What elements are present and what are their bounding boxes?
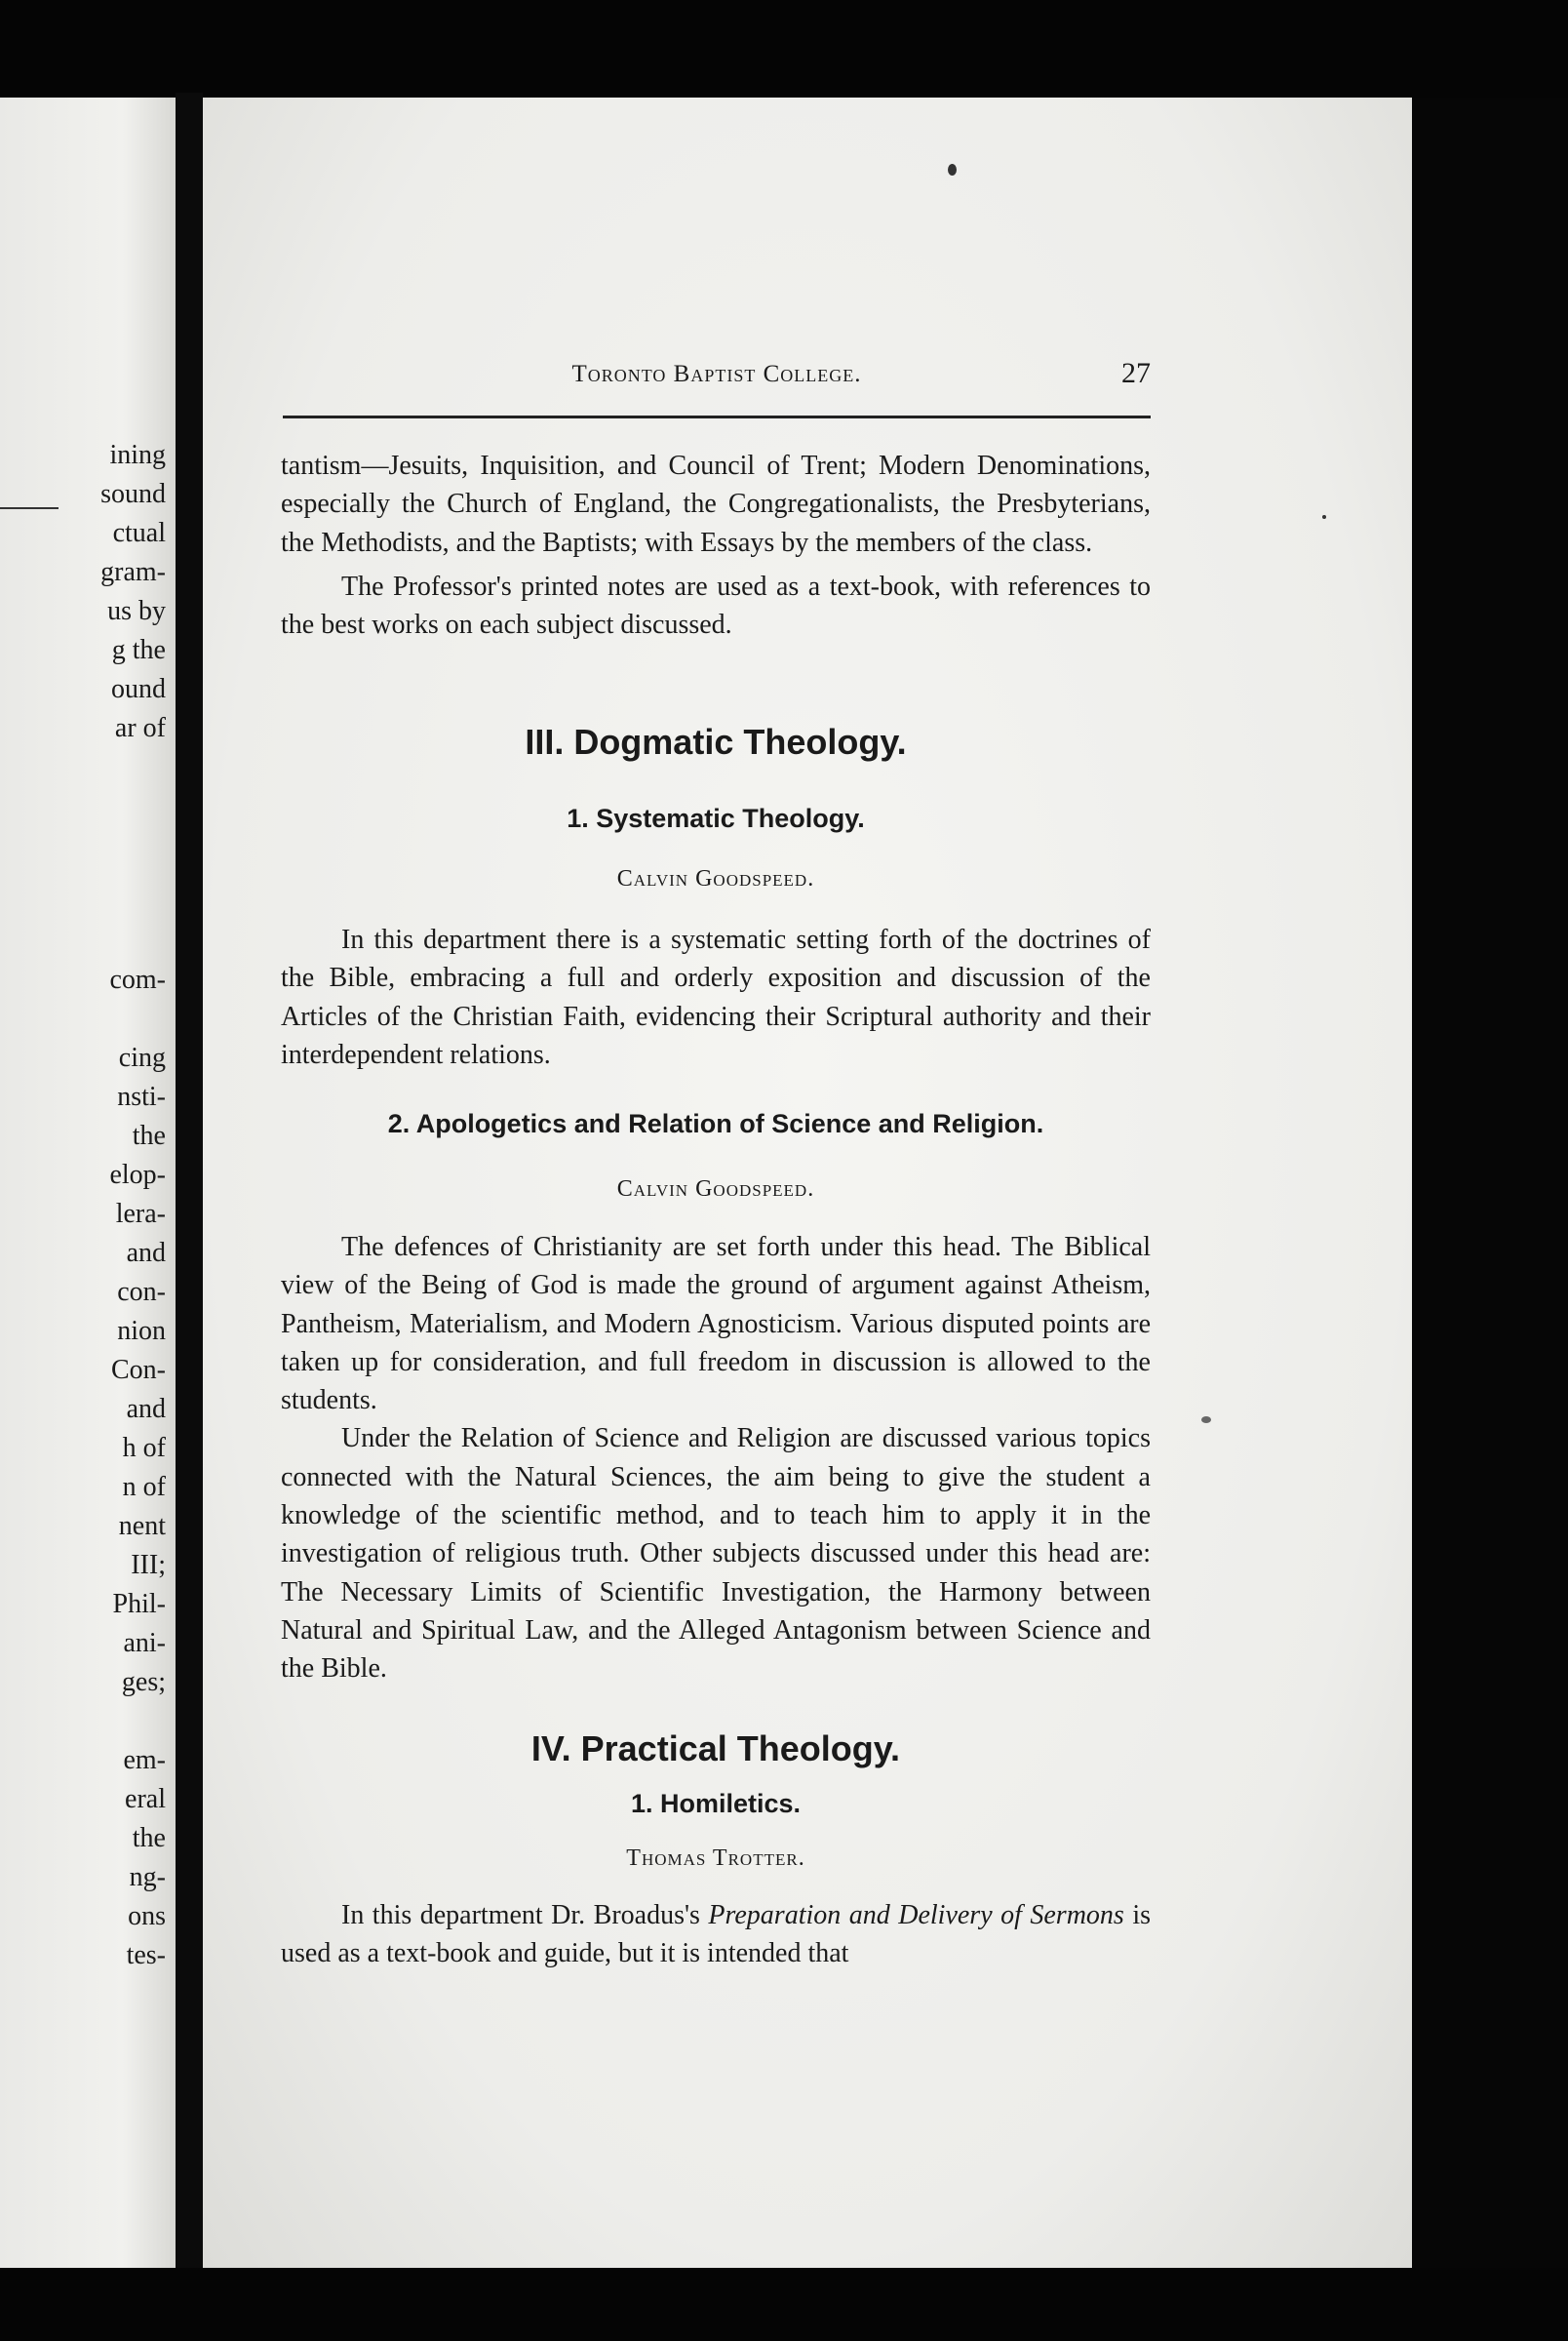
- left-fragment: and: [126, 1238, 166, 1268]
- left-fragment: ons: [128, 1901, 166, 1931]
- left-fragment: Con-: [111, 1355, 166, 1385]
- book-title: Preparation and Delivery of Sermons: [708, 1900, 1124, 1930]
- left-fragment: ges;: [121, 1667, 166, 1697]
- left-fragment: em-: [123, 1745, 166, 1775]
- left-fragment: III;: [131, 1550, 166, 1580]
- section-heading: III. Dogmatic Theology.: [525, 722, 907, 762]
- paragraph-block: [281, 1896, 1151, 1973]
- left-fragment: Phil-: [112, 1589, 166, 1619]
- subsection-heading: 1. Homiletics.: [630, 1789, 802, 1818]
- paragraph-text: In this department Dr. Broadus's: [341, 1900, 709, 1930]
- left-fragment: g the: [111, 635, 166, 665]
- left-fragment: ar of: [114, 713, 166, 743]
- left-fragment: nent: [118, 1511, 166, 1541]
- page-header: [283, 357, 1151, 400]
- paragraph-text: is used as a text-book and guide, but it is intended that: [281, 1900, 1151, 1969]
- left-fragment: n of: [122, 1472, 166, 1502]
- page-number: 27: [1121, 357, 1151, 389]
- scan-bottom-border: [0, 2268, 1568, 2341]
- left-fragment: and: [126, 1394, 166, 1424]
- paragraph: The Professor's printed notes are used as a text-book, with references to the best works on each subject discussed.: [281, 571, 1151, 641]
- left-fragment: lera-: [115, 1199, 166, 1229]
- paragraph-block: [281, 921, 1151, 1074]
- author-name: Calvin Goodspeed.: [616, 866, 815, 892]
- left-fragment: elop-: [109, 1160, 166, 1190]
- section-heading: IV. Practical Theology.: [530, 1728, 901, 1768]
- paragraph-block: [281, 1228, 1151, 1688]
- left-fragment: com-: [109, 965, 166, 995]
- paragraph: In this department there is a systematic setting forth of the doctrines of the Bible, embracing a full and orderly exposition and discussion of the Articles of the Christian Faith, evidencing their Scriptural authority and their interdependent relations.: [281, 925, 1151, 1070]
- left-fragment: ining: [109, 440, 166, 470]
- author-name: Thomas Trotter.: [626, 1845, 805, 1871]
- ink-speck: [948, 164, 957, 176]
- left-fragment: eral: [125, 1784, 166, 1814]
- left-fragment: cing: [118, 1043, 166, 1073]
- left-fragment: ctual: [112, 518, 166, 548]
- paragraph: [281, 1896, 1151, 1973]
- left-fragment: ound: [111, 674, 166, 704]
- paragraph: The defences of Christianity are set forth under this head. The Biblical view of the Being of God is made the ground of argument against Atheism, Pantheism, Materialism, and Modern Agnosticism. Various disputed points are taken up for consideration, and full freedom in discussion is allowed to the students.: [281, 1232, 1151, 1416]
- ink-speck: [1322, 515, 1326, 519]
- header-rule: [283, 416, 1151, 418]
- left-fragment: nsti-: [117, 1082, 166, 1112]
- left-fragment: tes-: [126, 1940, 166, 1970]
- left-fragment: the: [132, 1823, 166, 1853]
- paragraph-continuation: [281, 447, 1151, 644]
- ink-speck: [1201, 1416, 1211, 1423]
- scan-right-border: [1412, 98, 1568, 2341]
- scan-top-border: [0, 0, 1568, 98]
- subsection-heading: 1. Systematic Theology.: [567, 804, 865, 833]
- left-fragment: sound: [100, 479, 166, 509]
- left-fragment: nion: [117, 1316, 166, 1346]
- left-fragment: h of: [122, 1433, 166, 1463]
- author-name: Calvin Goodspeed.: [616, 1176, 815, 1202]
- left-fragment: gram-: [100, 557, 166, 587]
- left-fragment: con-: [117, 1277, 166, 1307]
- left-fragment: us by: [107, 596, 166, 626]
- left-fragment: ani-: [123, 1628, 166, 1658]
- running-title: Toronto Baptist College.: [571, 361, 862, 387]
- book-gutter: [176, 93, 203, 2278]
- paragraph: Under the Relation of Science and Religion are discussed various topics connected with the Natural Sciences, the aim being to give the student a knowledge of the scientific method, and to teach him to apply it in the investigation of religious truth. Other subjects discussed under this head are: The Necessary Limits of Scientific Investigation, the Harmony between Natural and Spiritual Law, and the Alleged Antagonism between Science and the Bible.: [281, 1423, 1151, 1685]
- subsection-heading: 2. Apologetics and Relation of Science and Religion.: [387, 1109, 1044, 1138]
- left-fragment: ng-: [129, 1862, 166, 1892]
- paragraph: tantism—Jesuits, Inquisition, and Council of Trent; Modern Denominations, especially the Church of England, the Congregationalists, the Presbyterians, the Methodists, and the Baptists; with Essays by the members of the class.: [281, 451, 1151, 558]
- left-fragment: the: [132, 1121, 166, 1151]
